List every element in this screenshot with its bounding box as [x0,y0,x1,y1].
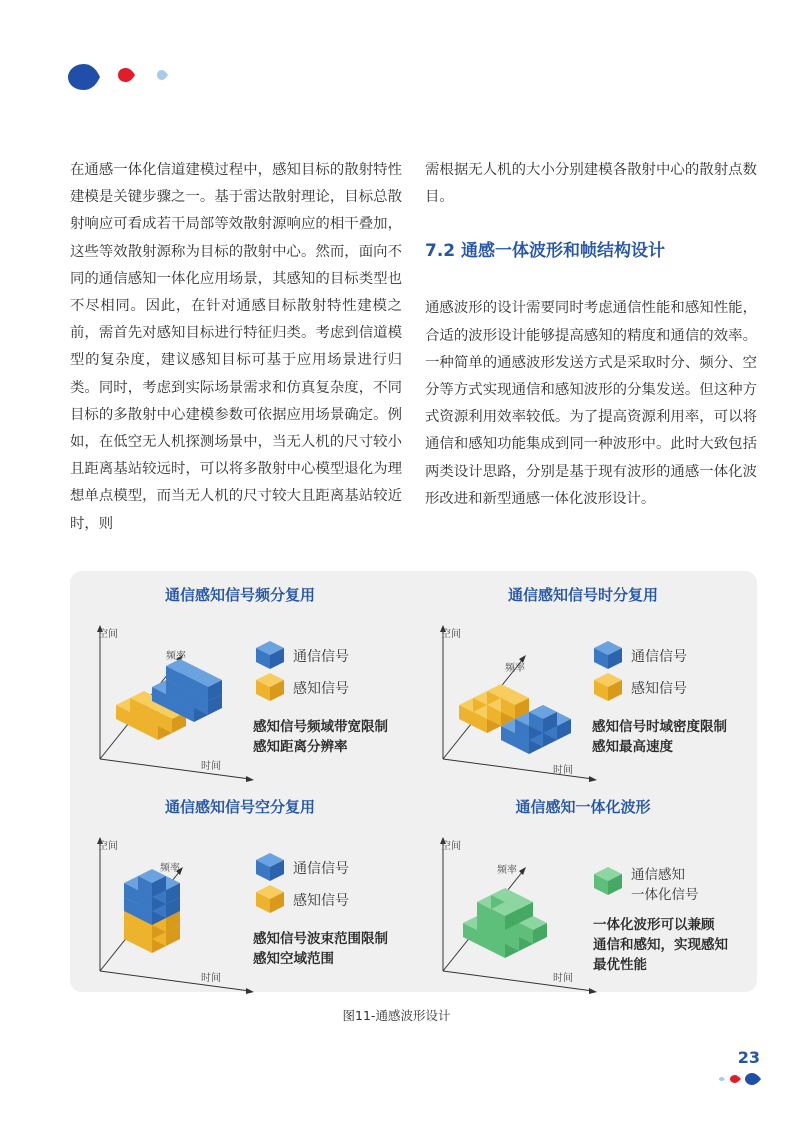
axis-label-frequency: 频率 [505,663,525,674]
blue-cube-icon [593,641,623,669]
axis-label-time: 时间 [201,973,221,984]
axis-label-frequency: 频率 [160,863,180,874]
caption-line: 感知信号波束范围限制 [253,931,388,947]
right-column [425,157,757,513]
legend-line: 一体化信号 [631,887,699,903]
caption-line: 一体化波形可以兼顾 [593,917,715,933]
panel-caption [253,929,413,969]
header-logo-drops-icon [66,60,186,96]
axis-label-space: 空间 [441,629,461,640]
panel-caption [253,717,413,757]
yellow-cube-icon [593,673,623,701]
caption-line: 通信和感知，实现感知 [593,937,728,953]
axis-label-frequency: 频率 [497,865,517,876]
axes-diagram [80,619,260,787]
legend-label: 通信信号 [293,861,349,877]
yellow-cube-icon [255,673,285,701]
caption-line: 感知空域范围 [253,951,334,967]
axis-label-space: 空间 [441,841,461,852]
footer-drops-icon [718,1072,762,1086]
legend-item-sensing [255,885,405,917]
legend [255,853,405,917]
legend-label [631,865,741,905]
legend [255,641,405,705]
left-column [70,157,402,538]
caption-line: 感知信号时域密度限制 [592,719,727,735]
panel-space-division [70,797,410,1002]
green-cube-icon [593,867,623,895]
axis-label-frequency: 频率 [166,651,186,662]
panel-title: 通信感知信号空分复用 [164,798,315,816]
legend-line: 通信感知 [631,867,685,883]
blue-cube-icon [255,853,285,881]
right-paragraph-1: 需根据无人机的大小分别建模各散射中心的散射点数目。 [425,162,757,206]
panel-frequency-division [70,585,410,790]
legend-label: 感知信号 [293,681,349,697]
panel-caption [592,717,752,757]
left-paragraph: 在通感一体化信道建模过程中，感知目标的散射特性建模是关键步骤之一。基于雷达散射理论，目标总散射响应可看成若干局部等效散射源响应的相干叠加，这些等效散射源称为目标的散射中心。然而，面向不同的通信感知一体化应用场景，其感知的目标类型也不尽相同。因此，在针对通感目标散射特性建模之前，需首先对感知目标进行特征归类。考虑到信道模型的复杂度，建议感知目标可基于应用场景进行归类。同时，考虑到实际场景需求和仿真复杂度，不同目标的多散射中心建模参数可依据应用场景确定。例如，在低空无人机探测场景中，当无人机的尺寸较小且距离基站较远时，可以将多散射中心模型退化为理想单点模型，而当无人机的尺寸较大且距离基站较近时，则 [70,162,402,532]
legend-item-sensing [593,673,743,705]
blue-cube-icon [255,641,285,669]
axis-label-time: 时间 [553,765,573,776]
legend-label: 通信信号 [631,649,687,665]
legend-item-communication [593,641,743,673]
axis-label-space: 空间 [98,629,118,640]
caption-line: 感知距离分辨率 [253,739,348,755]
axes-diagram [423,831,603,999]
axis-label-time: 时间 [553,973,573,984]
panel-time-division [413,585,753,790]
axes-diagram [80,831,260,999]
caption-line: 感知最高速度 [592,739,673,755]
axis-label-space: 空间 [98,841,118,852]
section-heading: 7.2 通感一体波形和帧结构设计 [425,241,666,262]
axes-diagram [423,619,603,787]
panel-integrated-waveform [413,797,753,1002]
right-paragraph-2: 通感波形的设计需要同时考虑通信性能和感知性能，合适的波形设计能够提高感知的精度和通信的效率。一种简单的通感波形发送方式是采取时分、频分、空分等方式实现通信和感知波形的分集发送。但这种方式资源利用效率较低。为了提高资源利用率，可以将通信和感知功能集成到同一种波形中。此时大致包括两类设计思路，分别是基于现有波形的通感一体化波形改进和新型通感一体化波形设计。 [425,300,757,507]
legend-item-sensing [255,673,405,705]
panel-title: 通信感知一体化波形 [515,798,651,816]
caption-line: 感知信号频域带宽限制 [253,719,388,735]
panel-title: 通信感知信号频分复用 [164,586,315,604]
axis-label-time: 时间 [201,761,221,772]
legend-label: 感知信号 [631,681,687,697]
figure-panel [70,571,757,992]
caption-line: 最优性能 [593,957,647,973]
legend-label: 通信信号 [293,649,349,665]
legend-item-integrated [593,867,743,907]
yellow-cube-icon [255,885,285,913]
legend-label: 感知信号 [293,893,349,909]
panel-caption [593,915,753,975]
legend-item-communication [255,641,405,673]
legend [593,867,743,907]
legend-item-communication [255,853,405,885]
legend [593,641,743,705]
figure-caption: 图11-通感波形设计 [342,1008,451,1023]
page-number: 23 [737,1048,760,1067]
panel-title: 通信感知信号时分复用 [507,586,658,604]
